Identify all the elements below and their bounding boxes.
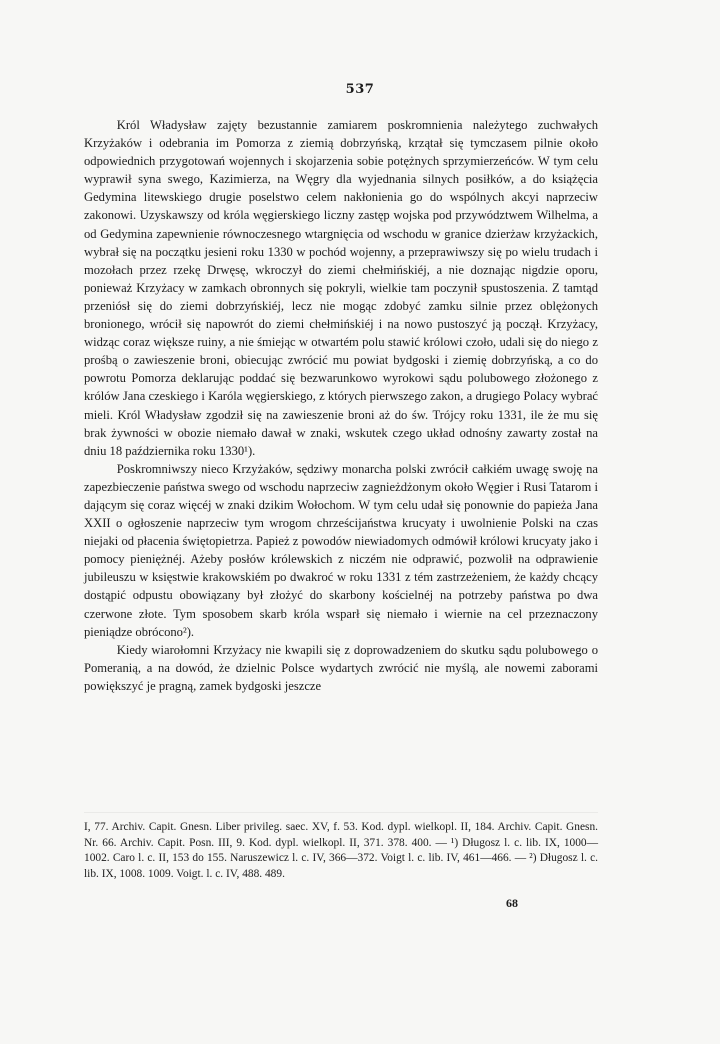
footnotes: I, 77. Archiv. Capit. Gnesn. Liber privileg. saec. XV, f. 53. Kod. dypl. wielkopl. II, 184. Archiv. Capit. Gnesn. Nr. 66. Archiv. Capit. Posn. III, 9. Kod. dypl. wielkopl. II, 371. 378. 400. — ¹) Długosz l. c. lib. IX, 1000—1002. Caro l. c. II, 153 do 155. Naruszewicz l. c. IV, 366—372. Voigt l. c. lib. IV, 461—466. — ²) Długosz l. c. lib. IX, 1008. 1009. Voigt. l. c. IV, 488. 489.: [84, 821, 598, 880]
paragraph-3: Kiedy wiarołomni Krzyżacy nie kwapili się z doprowadzeniem do skutku sądu polubowego o Pomeranią, a na dowód, że dzielnic Polsce wydartych zwrócić nie myślą, ale nowemi zaborami powiększyć je pragną, zamek bydgoski jeszcze: [84, 642, 598, 693]
footnote-divider: [84, 812, 598, 813]
page-number: 537: [345, 82, 375, 97]
body-text: [84, 116, 598, 695]
paragraph-2: Poskromniwszy nieco Krzyżaków, sędziwy monarcha polski zwrócił całkiém uwagę swoję na zapezbieczenie państwa swego od wschodu naprzeciw zagnieżdżonym około Węgier i Rusi Tatarom i dającym się coraz więcéj w znaki dzikim Wołochom. W tym celu udał się ponownie do papieża Jana XXII o ogłoszenie naprzeciw tym wrogom chrześcijaństwa krucyaty i uwolnienie Polski na czas niejaki od płacenia świętopietrza. Papież z powodów niewiadomych odmówił królowi krucyaty jako i pomocy pieniężnéj. Ażeby posłów królewskich z niczém nie odprawić, pozwolił na odprawienie jubileuszu w księstwie krakowskiém po dwakroć w roku 1331 z tém zastrzeżeniem, że każdy chcący dostąpić odpustu obowiązany był złożyć do skarbony kościelnéj na potrzeby państwa po dwa czerwone złote. Tym sposobem skarb króla wsparł się niemało i wiernie na cel przeznaczony pieniądze obrócono²).: [84, 461, 598, 639]
paragraph-1: Król Władysław zajęty bezustannie zamiarem poskromnienia należytego zuchwałych Krzyżaków i odebrania im Pomorza z ziemią dobrzyńską, krzątał się tymczasem pilnie około odpowiednich przygotowań wojennych i skojarzenia sobie potężnych sprzymierzeńców. W tym celu wyprawił syna swego, Kazimierza, na Węgry dla wyjednania silnych posiłków, a do książęcia Gedymina litewskiego drugie poselstwo celem nakłonienia go do wspólnych akcyi naprzeciw zakonowi. Uzyskawszy od króla węgierskiego liczny zastęp wojska pod przywództwem Wilhelma, a od Gedymina zapewnienie równoczesnego wtargnięcia od wschodu w granice dzierżaw krzyżackich, wybrał się na początku jesieni roku 1330 w pochód wojenny, a przeprawiwszy się po wielu trudach i mozołach przez rzekę Drwęsę, wkroczył do ziemi chełmińskiéj, a nie doznając nigdzie oporu, ponieważ Krzyżacy w zamkach obronnych się pokryli, wielkie tam poczynił spustoszenia. Z tamtąd przeniósł się do ziemi dobrzyńskiéj, lecz nie mogąc zdobyć zamku silnie przez oblężonych bronionego, wrócił się napowrót do ziemi chełmińskiéj i na nowo pustoszyć ją począł. Krzyżacy, widząc coraz większe ruiny, a nie śmiejąc w otwartém polu stawić królowi czoło, udali się do niego z prośbą o zawieszenie broni, obiecując zwrócić mu powiat bydgoski i ziemię dobrzyńską, a co do powrotu Pomorza deklarując poddać się bezwarunkowo wyrokowi sądu polubowego złożonego z królów Jana czeskiego i Karóla węgierskiego, z których pierwszego zakon, a drugiego Polacy wybrać mieli. Król Władysław zgodził się na zawieszenie broni aż do św. Trójcy roku 1331, ile że mu się brak żywności w obozie niemało dawał w znaki, wskutek czego układ odnośny zawarty został na dniu 18 października roku 1330¹).: [84, 118, 598, 458]
printer-signature: 68: [506, 896, 518, 910]
